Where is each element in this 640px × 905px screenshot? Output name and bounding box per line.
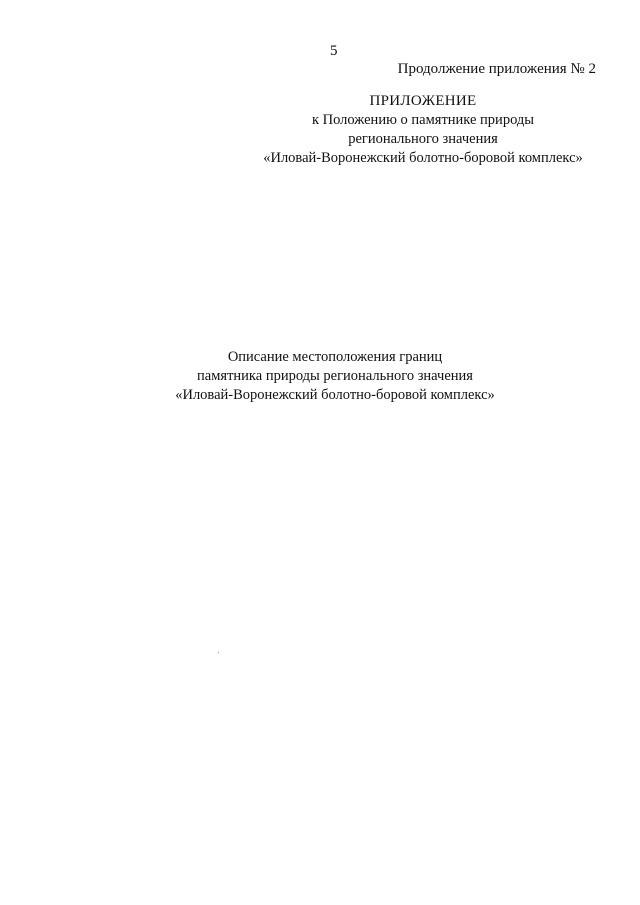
scan-speck	[218, 652, 219, 653]
description-line: Описание местоположения границ	[227, 349, 443, 365]
boundary-description-title	[150, 348, 520, 405]
continuation-header: Продолжение приложения № 2	[397, 61, 596, 77]
appendix-line: к Положению о памятнике природы	[311, 112, 535, 128]
description-line: памятника природы регионального значения	[197, 368, 473, 384]
appendix-line: регионального значения	[348, 131, 498, 147]
appendix-heading: ПРИЛОЖЕНИЕ	[369, 93, 477, 109]
appendix-line: «Иловай-Воронежский болотно-боровой комплекс»	[263, 150, 583, 166]
description-line: «Иловай-Воронежский болотно-боровой комплекс»	[175, 387, 495, 403]
appendix-block	[246, 92, 600, 168]
page-number: 5	[330, 43, 338, 59]
